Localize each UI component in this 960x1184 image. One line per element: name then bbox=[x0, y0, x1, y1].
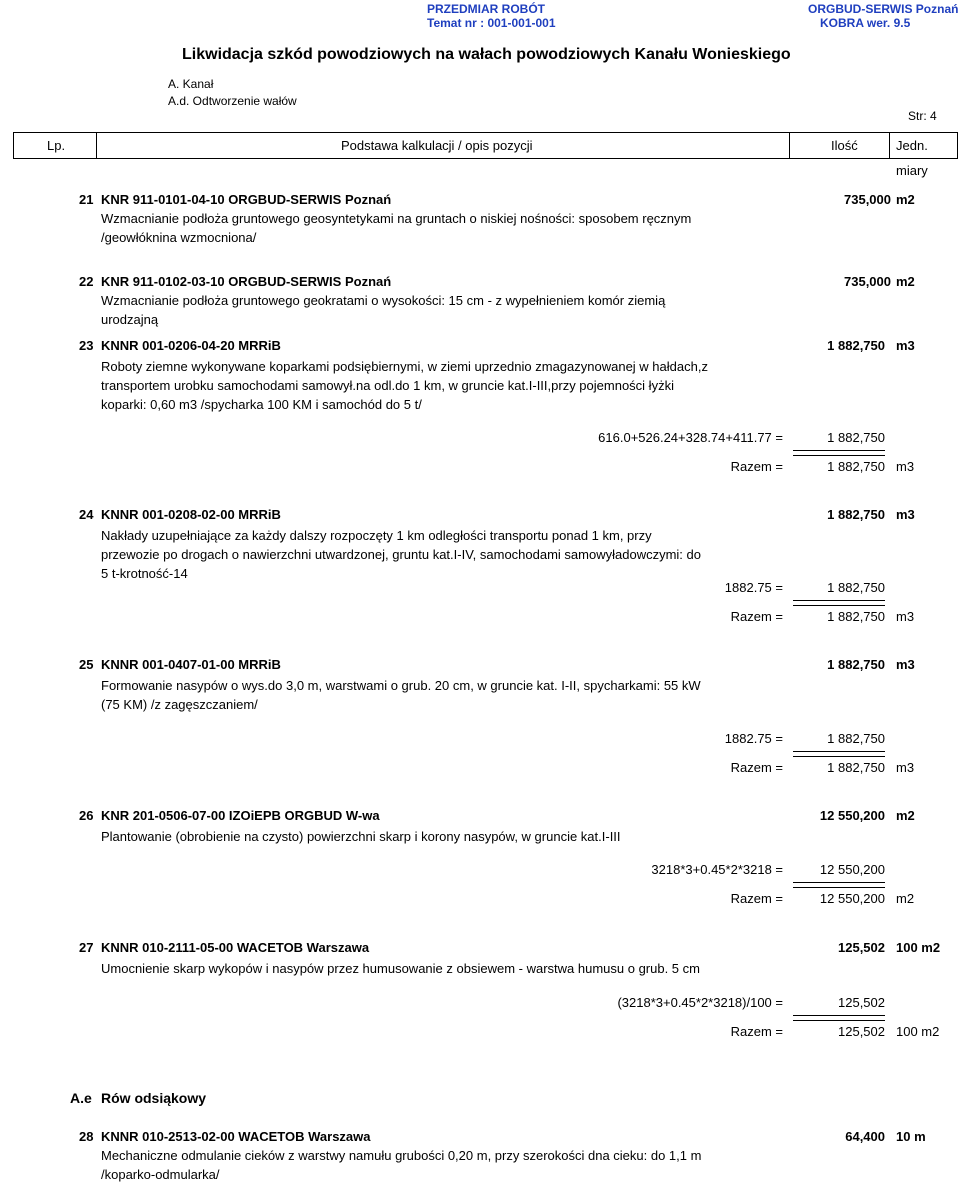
breadcrumb-level-1: A. Kanał bbox=[168, 77, 214, 91]
breadcrumb-level-2: A.d. Odtworzenie wałów bbox=[168, 94, 297, 108]
double-underline bbox=[793, 751, 885, 757]
item-qty: 12 550,200 bbox=[819, 808, 885, 823]
item-lp: 21 bbox=[79, 192, 94, 207]
item-desc: Plantowanie (obrobienie na czysto) powierzchni skarp i korony nasypów, w gruncie kat.I-III bbox=[101, 829, 621, 844]
item-formula-value: 125,502 bbox=[838, 995, 885, 1010]
razem-label: Razem = bbox=[730, 1024, 783, 1039]
item-unit: m3 bbox=[896, 507, 915, 522]
company-name: ORGBUD-SERWIS Poznań bbox=[808, 2, 959, 16]
item-code: KNNR 001-0206-04-20 MRRiB bbox=[101, 338, 281, 353]
item-code: KNNR 010-2111-05-00 WACETOB Warszawa bbox=[101, 940, 370, 955]
razem-value: 12 550,200 bbox=[819, 891, 885, 906]
razem-unit: m3 bbox=[896, 760, 915, 775]
software-version: KOBRA wer. 9.5 bbox=[820, 16, 911, 30]
item-lp: 27 bbox=[79, 940, 94, 955]
item-code: KNNR 001-0407-01-00 MRRiB bbox=[101, 657, 281, 672]
item-formula: 616.0+526.24+328.74+411.77 = bbox=[598, 430, 783, 445]
item-qty: 735,000 bbox=[844, 192, 891, 207]
double-underline bbox=[793, 882, 885, 888]
item-formula-value: 1 882,750 bbox=[827, 731, 885, 746]
razem-unit: m2 bbox=[896, 891, 915, 906]
item-lp: 26 bbox=[79, 808, 94, 823]
col-lp: Lp. bbox=[47, 138, 66, 153]
item-code: KNR 911-0102-03-10 ORGBUD-SERWIS Poznań bbox=[101, 274, 392, 289]
col-basis: Podstawa kalkulacji / opis pozycji bbox=[341, 138, 533, 153]
item-unit: m3 bbox=[896, 338, 915, 353]
item-lp: 25 bbox=[79, 657, 94, 672]
item-formula: 1882.75 = bbox=[724, 580, 783, 595]
item-lp: 24 bbox=[79, 507, 94, 522]
item-qty: 64,400 bbox=[845, 1129, 885, 1144]
item-desc: Umocnienie skarp wykopów i nasypów przez humusowanie z obsiewem - warstwa humusu o grub. 5 cm bbox=[101, 961, 700, 976]
page-number: Str: 4 bbox=[908, 109, 937, 123]
table-header bbox=[13, 132, 958, 178]
razem-unit: m3 bbox=[896, 609, 915, 624]
item-unit: 10 m bbox=[896, 1129, 926, 1144]
section-code: A.e bbox=[70, 1090, 92, 1106]
item-code: KNNR 001-0208-02-00 MRRiB bbox=[101, 507, 281, 522]
item-formula-value: 12 550,200 bbox=[819, 862, 885, 877]
razem-unit: m3 bbox=[896, 459, 915, 474]
item-formula: 1882.75 = bbox=[724, 731, 783, 746]
topic-number: Temat nr : 001-001-001 bbox=[427, 16, 556, 30]
item-lp: 22 bbox=[79, 274, 94, 289]
item-unit: m2 bbox=[896, 192, 915, 207]
razem-value: 125,502 bbox=[838, 1024, 885, 1039]
razem-unit: 100 m2 bbox=[896, 1024, 940, 1039]
razem-label: Razem = bbox=[730, 459, 783, 474]
item-qty: 125,502 bbox=[838, 940, 885, 955]
razem-value: 1 882,750 bbox=[827, 459, 885, 474]
item-desc: Formowanie nasypów o wys.do 3,0 m, warstwami o grub. 20 cm, w gruncie kat. I-II, spycharkami: 55 kW (75 KM) /z zagęszczaniem/ bbox=[101, 678, 701, 712]
razem-value: 1 882,750 bbox=[827, 760, 885, 775]
section-title: Rów odsiąkowy bbox=[101, 1090, 207, 1106]
item-qty: 735,000 bbox=[844, 274, 891, 289]
razem-value: 1 882,750 bbox=[827, 609, 885, 624]
col-qty: Ilość bbox=[831, 138, 858, 153]
item-qty: 1 882,750 bbox=[827, 657, 885, 672]
double-underline bbox=[793, 600, 885, 606]
doc-type: PRZEDMIAR ROBÓT bbox=[427, 2, 545, 16]
item-formula-value: 1 882,750 bbox=[827, 430, 885, 445]
col-unit: Jedn. miary bbox=[896, 138, 928, 178]
razem-label: Razem = bbox=[730, 760, 783, 775]
item-code: KNR 911-0101-04-10 ORGBUD-SERWIS Poznań bbox=[101, 192, 392, 207]
item-desc: Wzmacnianie podłoża gruntowego geokratami o wysokości: 15 cm - z wypełnieniem komór ziemią urodzajną bbox=[101, 293, 666, 327]
page-title: Likwidacja szkód powodziowych na wałach powodziowych Kanału Wonieskiego bbox=[182, 46, 791, 63]
item-code: KNR 201-0506-07-00 IZOiEPB ORGBUD W-wa bbox=[101, 808, 380, 823]
item-desc: Nakłady uzupełniające za każdy dalszy rozpoczęty 1 km odległości transportu ponad 1 km, przy przewozie po drogach o nawierzchni utwardzonej, gruntu kat.I-IV, samochodami samowyładowczymi: do 5 t-krotność-14 bbox=[101, 528, 701, 581]
item-unit: 100 m2 bbox=[896, 940, 941, 955]
double-underline bbox=[793, 450, 885, 456]
item-code: KNNR 010-2513-02-00 WACETOB Warszawa bbox=[101, 1129, 371, 1144]
razem-label: Razem = bbox=[730, 609, 783, 624]
item-desc: Mechaniczne odmulanie cieków z warstwy namułu grubości 0,20 m, przy szerokości dna cieku: do 1,1 m /koparko-odmularka/ bbox=[101, 1148, 702, 1182]
item-desc: Wzmacnianie podłoża gruntowego geosyntetykami na gruntach o niskiej nośności: sposobem ręcznym /geowłóknina wzmocniona/ bbox=[101, 211, 692, 245]
razem-label: Razem = bbox=[730, 891, 783, 906]
item-unit: m2 bbox=[896, 808, 915, 823]
item-qty: 1 882,750 bbox=[827, 507, 885, 522]
item-qty: 1 882,750 bbox=[827, 338, 885, 353]
item-formula: 3218*3+0.45*2*3218 = bbox=[651, 862, 783, 877]
item-unit: m2 bbox=[896, 274, 915, 289]
item-lp: 28 bbox=[79, 1129, 94, 1144]
item-formula: (3218*3+0.45*2*3218)/100 = bbox=[617, 995, 783, 1010]
item-unit: m3 bbox=[896, 657, 915, 672]
item-lp: 23 bbox=[79, 338, 94, 353]
item-desc: Roboty ziemne wykonywane koparkami podsiębiernymi, w ziemi uprzednio zmagazynowanej w hałdach,z transportem urobku samochodami samowył.na odl.do 1 km, w gruncie kat.I-III,przy pojemności łyżki koparki: 0,60 m3 /spycharka 100 KM i samochód do 5 t/ bbox=[101, 359, 708, 412]
double-underline bbox=[793, 1015, 885, 1021]
item-formula-value: 1 882,750 bbox=[827, 580, 885, 595]
